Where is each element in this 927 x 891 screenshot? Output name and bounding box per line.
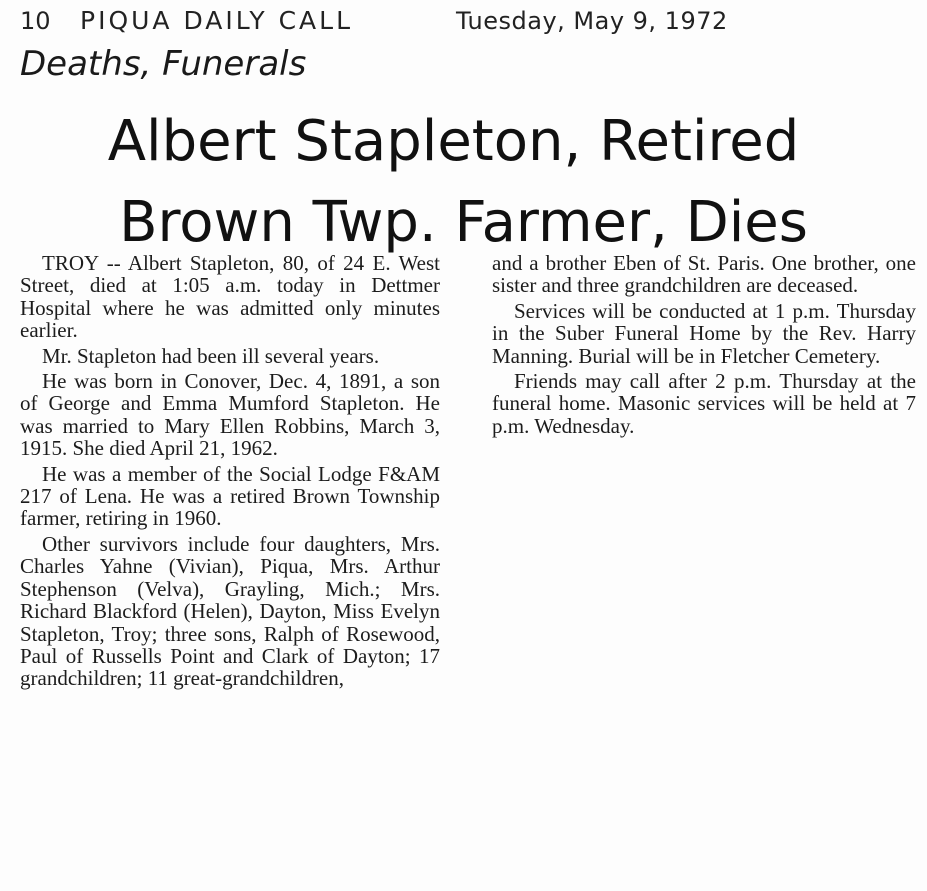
article-paragraph: Other survivors include four daughters, Mrs. Charles Yahne (Vivian), Piqua, Mrs. Arthur Stephenson (Velva), Grayling, Mich.; Mrs. Richard Blackford (Helen), Dayton, Miss Evelyn Stapleton, Troy; three sons, Ralph of Rosewood, Paul of Russells Point and Clark of Dayton; 17 grandchildren; 11 great-grandchildren, bbox=[20, 531, 440, 691]
article-paragraph-continued: and a brother Eben of St. Paris. One brother, one sister and three grandchildren are deceased. bbox=[492, 251, 916, 298]
issue-date: Tuesday, May 9, 1972 bbox=[456, 7, 728, 35]
article-paragraph: He was a member of the Social Lodge F&AM 217 of Lena. He was a retired Brown Township farmer, retiring in 1960. bbox=[20, 461, 440, 531]
article-paragraph: TROY -- Albert Stapleton, 80, of 24 E. West Street, died at 1:05 a.m. today in Dettmer Hospital where he was admitted only minutes earlier. bbox=[20, 251, 440, 343]
headline-line-1: Albert Stapleton, Retired bbox=[107, 109, 800, 174]
article-left-column bbox=[20, 252, 440, 693]
article-paragraph: Services will be conducted at 1 p.m. Thursday in the Suber Funeral Home by the Rev. Harry Manning. Burial will be in Fletcher Cemetery. bbox=[492, 298, 916, 368]
article-paragraph: Mr. Stapleton had been ill several years. bbox=[42, 343, 380, 368]
headline-line-2: Brown Twp. Farmer, Dies bbox=[119, 190, 808, 255]
article-paragraph: He was born in Conover, Dec. 4, 1891, a son of George and Emma Mumford Stapleton. He was married to Mary Ellen Robbins, March 3, 1915. She died April 21, 1962. bbox=[20, 369, 440, 461]
section-title: Deaths, Funerals bbox=[20, 44, 307, 84]
newspaper-name: PIQUA DAILY CALL bbox=[80, 6, 353, 35]
masthead bbox=[20, 6, 728, 42]
page-number: 10 bbox=[20, 7, 51, 35]
article-right-column bbox=[492, 252, 916, 440]
article-paragraph: Friends may call after 2 p.m. Thursday at the funeral home. Masonic services will be held at 7 p.m. Wednesday. bbox=[492, 369, 916, 438]
